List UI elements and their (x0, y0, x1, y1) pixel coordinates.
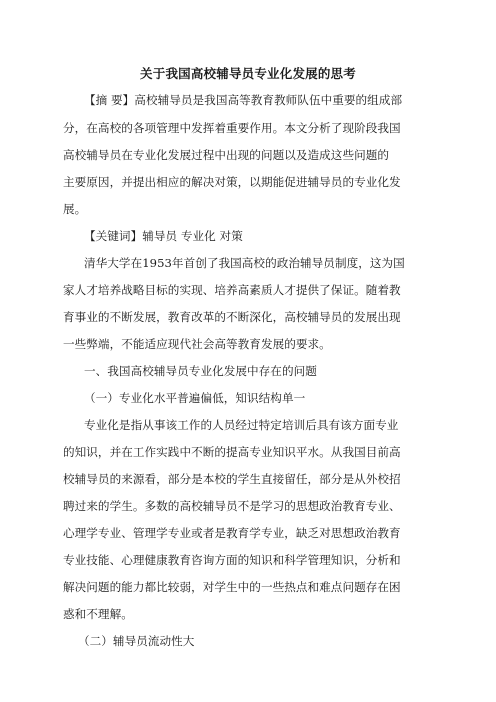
subsection-heading-1: （一）专业化水平普遍偏低，知识结构单一 (84, 391, 306, 405)
body-line-12: 惑和不理解。 (63, 607, 133, 621)
abstract-line-4: 主要原因，并提出相应的解决对策，以期能促进辅导员的专业化发 (63, 175, 401, 189)
body-line-1: 清华大学在1953年首创了我国高校的政治辅导员制度，这为国 (84, 256, 405, 270)
body-line-8: 聘过来的学生。多数的高校辅导员不是学习的思想政治教育专业、 (63, 499, 401, 513)
body-line-9: 心理学专业、管理学专业或者是教育学专业，缺乏对思想政治教育 (63, 526, 401, 540)
page-title: 关于我国高校辅导员专业化发展的思考 (140, 66, 356, 81)
abstract-line-1: 【摘 要】高校辅导员是我国高等教育教师队伍中重要的组成部 (84, 93, 403, 107)
abstract-line-2: 分，在高校的各项管理中发挥着重要作用。本文分析了现阶段我国 (63, 121, 401, 135)
body-line-2: 家人才培养战略目标的实现、培养高素质人才提供了保证。随着教 (63, 283, 401, 297)
body-line-7: 校辅导员的来源看，部分是本校的学生直接留任，部分是从外校招 (63, 472, 401, 486)
abstract-line-5: 展。 (63, 202, 87, 216)
section-heading-1: 一、我国高校辅导员专业化发展中存在的问题 (84, 364, 317, 378)
subsection-heading-2: （二）辅导员流动性大 (78, 634, 195, 648)
body-line-10: 专业技能、心理健康教育咨询方面的知识和科学管理知识，分析和 (63, 553, 401, 567)
body-line-6: 的知识，并在工作实践中不断的提高专业知识平水。从我国目前高 (63, 445, 401, 459)
keywords-line: 【关键词】辅导员 专业化 对策 (84, 229, 243, 243)
body-line-3: 育事业的不断发展，教育改革的不断深化，高校辅导员的发展出现 (63, 310, 401, 324)
body-line-5: 专业化是指从事该工作的人员经过特定培训后具有该方面专业 (84, 418, 399, 432)
body-line-4: 一些弊端，不能适应现代社会高等教育发展的要求。 (63, 337, 331, 351)
body-line-11: 解决问题的能力都比较弱，对学生中的一些热点和难点问题存在困 (63, 580, 401, 594)
abstract-line-3: 高校辅导员在专业化发展过程中出现的问题以及造成这些问题的 (63, 148, 390, 162)
